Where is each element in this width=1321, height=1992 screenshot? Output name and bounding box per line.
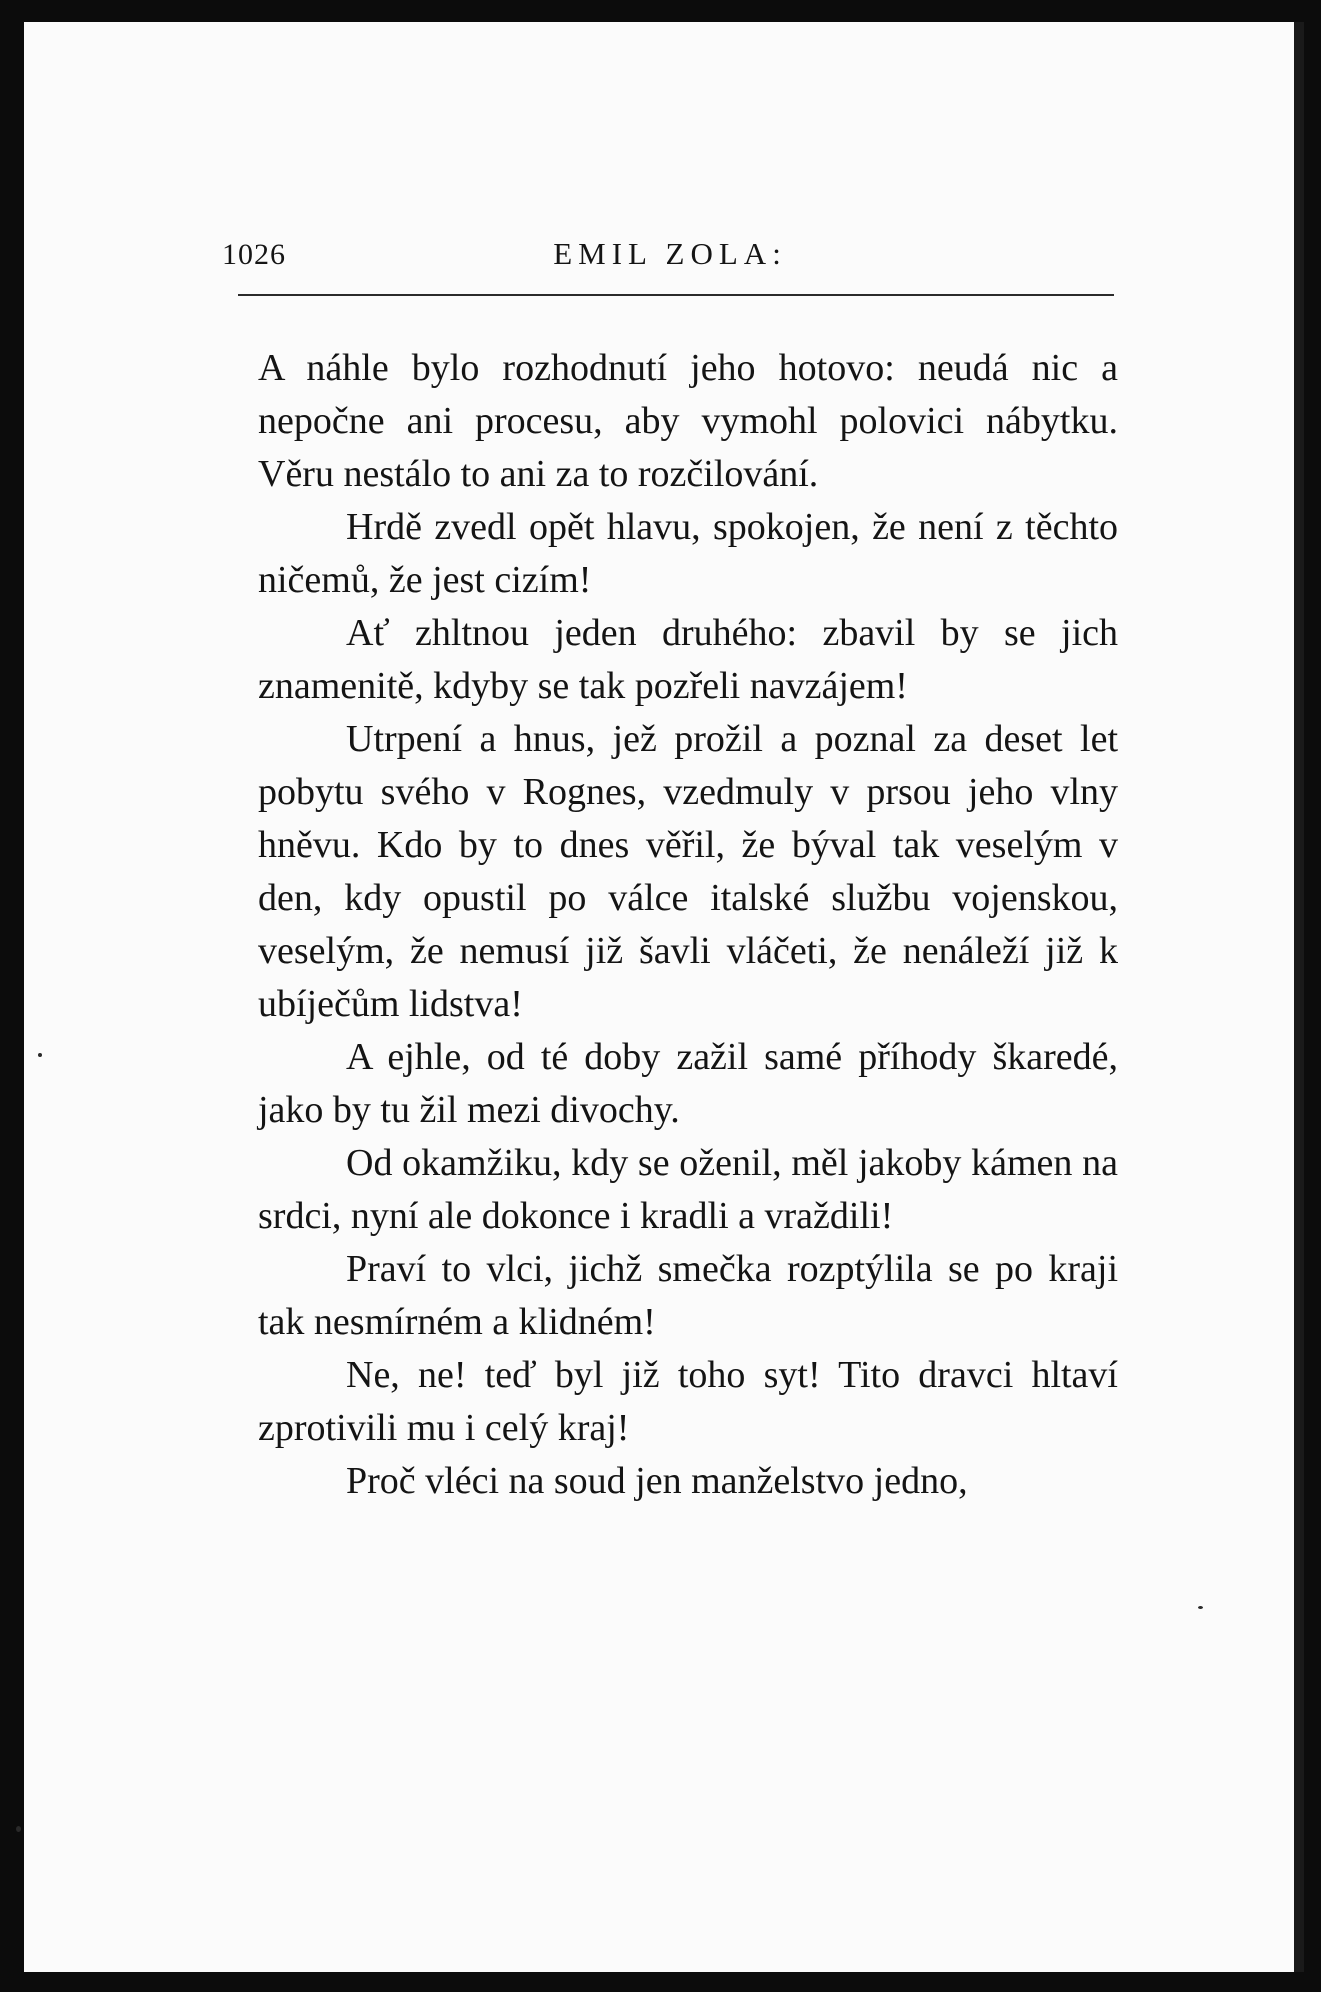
page-number: 1026 [222, 238, 286, 271]
scan-speck [1198, 1606, 1203, 1609]
running-head [222, 232, 1118, 278]
paragraph: Proč vléci na soud jen manželstvo jedno, [346, 1460, 968, 1502]
scan-speck [38, 1053, 42, 1057]
scan-speck [16, 1826, 21, 1832]
paragraph: Ne, ne! teď byl již toho syt! Tito dravci hltaví zprotivili mu i celý kraj! [258, 1354, 1118, 1449]
paragraph: Hrdě zvedl opět hlavu, spokojen, že není z těchto ničemů, že jest cizím! [258, 506, 1118, 601]
paragraph: Utrpení a hnus, jež prožil a poznal za deset let pobytu svého v Rognes, vzedmuly v prsou jeho vlny hněvu. Kdo by to dnes věřil, že býval tak veselým v den, kdy opustil po válce italské službu vojenskou, veselým, že nemusí již šavli vláčeti, že nenáleží již k ubíječům lidstva! [258, 718, 1118, 1025]
paragraph: Praví to vlci, jichž smečka rozptýlila se po kraji tak nesmírném a klidném! [258, 1248, 1118, 1343]
paragraph: Od okamžiku, kdy se oženil, měl jakoby kámen na srdci, nyní ale dokonce i kradli a vraždili! [258, 1142, 1118, 1237]
running-title: EMIL ZOLA: [553, 236, 787, 271]
paragraph: A náhle bylo rozhodnutí jeho hotovo: neudá nic a nepočne ani procesu, aby vymohl polovici nábytku. Věru nestálo to ani za to rozčilování. [258, 347, 1118, 495]
paragraph: A ejhle, od té doby zažil samé příhody škaredé, jako by tu žil mezi divochy. [258, 1036, 1118, 1131]
paragraph: Ať zhltnou jeden druhého: zbavil by se jich znamenitě, kdyby se tak pozřeli navzájem! [258, 612, 1118, 707]
body-text [258, 342, 1118, 1508]
header-rule [238, 294, 1114, 296]
